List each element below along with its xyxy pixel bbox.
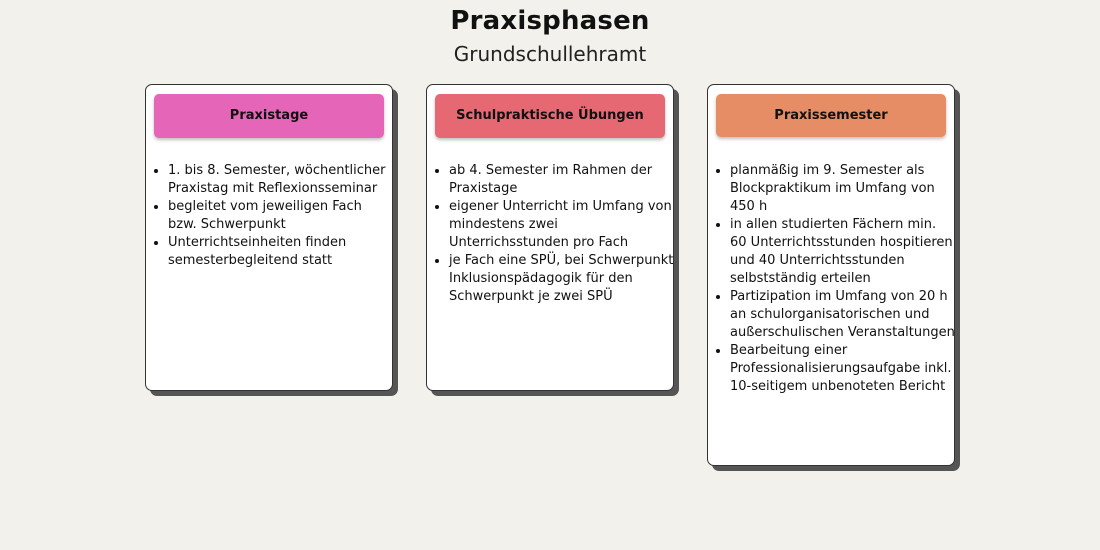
card-header: Praxissemester <box>716 94 946 137</box>
card-bullet-list <box>146 162 394 270</box>
diagram-title: Praxisphasen <box>450 6 650 36</box>
list-item: • ab 4. Semester im Rahmen der Praxistage <box>449 162 675 198</box>
list-item: • begleitet vom jeweiligen Fach bzw. Schwerpunkt <box>168 198 394 234</box>
list-item: • planmäßig im 9. Semester als Blockpraktikum im Umfang von 450 h <box>730 162 956 216</box>
card-bullet-list <box>708 162 956 396</box>
diagram-subtitle: Grundschullehramt <box>453 42 647 66</box>
card-praxistage <box>145 84 393 391</box>
list-item: • eigener Unterricht im Umfang von mindestens zwei Unterrichsstunden pro Fach <box>449 198 675 252</box>
list-item: • Unterrichtseinheiten finden semesterbegleitend statt <box>168 234 394 270</box>
card-bullet-list <box>427 162 675 306</box>
card-header: Schulpraktische Übungen <box>435 94 665 138</box>
list-item: • je Fach eine SPÜ, bei Schwerpunkt Inklusionspädagogik für den Schwerpunkt je zwei SPÜ <box>449 252 675 306</box>
list-item: • in allen studierten Fächern min. 60 Unterrichtsstunden hospitieren und 40 Unterrichtsstunden selbstständig erteilen <box>730 216 956 288</box>
card-praxissemester <box>707 84 955 466</box>
list-item: • Partizipation im Umfang von 20 h an schulorganisatorischen und außerschulischen Veranstaltungen <box>730 288 956 342</box>
list-item: • Bearbeitung einer Professionalisierungsaufgabe inkl. 10-seitigem unbenoteten Bericht <box>730 342 956 396</box>
card-schulpraktische-uebungen <box>426 84 674 391</box>
card-header: Praxistage <box>154 94 384 138</box>
list-item: • 1. bis 8. Semester, wöchentlicher Praxistag mit Reflexionsseminar <box>168 162 394 198</box>
